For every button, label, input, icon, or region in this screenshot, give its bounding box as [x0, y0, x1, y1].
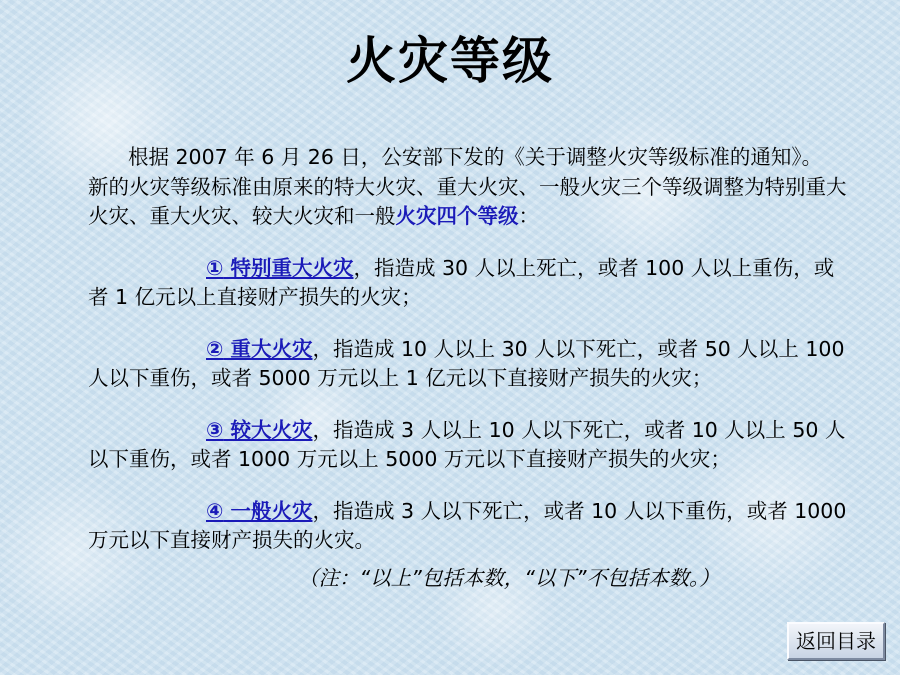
intro-emphasis: 火灾四个等级 [395, 204, 519, 228]
level-1-marker: ① [206, 255, 224, 280]
level-4-link[interactable] [206, 499, 313, 523]
level-3-link[interactable] [206, 418, 313, 442]
level-2-desc: 指造成 10 人以上 30 人以下死亡，或者 50 人以上 100 人以下重伤，或者 5000 万元以上 1 亿元以下直接财产损失的火灾； [88, 336, 845, 390]
level-2-link[interactable] [206, 337, 313, 361]
level-1-link[interactable] [206, 256, 354, 280]
level-4-name: 一般火灾 [230, 498, 313, 523]
back-to-contents-button[interactable]: 返回目录 [787, 622, 885, 660]
list-item-level-1 [88, 254, 848, 313]
slide-body [88, 143, 848, 593]
level-3-comma: ， [312, 417, 333, 442]
footnote: （注：“以上”包括本数，“以下”不包括本数。） [298, 565, 720, 590]
level-2-name: 重大火灾 [230, 336, 313, 361]
level-3-marker: ③ [206, 417, 224, 442]
intro-paragraph [88, 143, 848, 232]
level-1-comma: ， [353, 255, 374, 280]
list-item-level-4 [88, 497, 848, 556]
level-2-marker: ② [206, 336, 224, 361]
level-1-desc: 指造成 30 人以上死亡，或者 100 人以上重伤，或者 1 亿元以上直接财产损失的火灾； [88, 255, 835, 309]
level-2-comma: ， [312, 336, 333, 361]
page-title: 火灾等级 [346, 31, 554, 90]
intro-colon: ： [518, 204, 539, 228]
intro-text: 根据 2007 年 6 月 26 日，公安部下发的《关于调整火灾等级标准的通知》。 新的火灾等级标准由原来的特大火灾、重大火灾、一般火灾三个等级调整为特别重大火灾、重大火灾、较大火灾和一般 [88, 145, 847, 228]
list-item-level-3 [88, 416, 848, 475]
level-4-desc: 指造成 3 人以下死亡，或者 10 人以下重伤，或者 1000 万元以下直接财产损失的火灾。 [88, 498, 847, 552]
level-4-marker: ④ [206, 498, 224, 523]
level-3-desc: 指造成 3 人以上 10 人以下死亡，或者 10 人以上 50 人以下重伤，或者 1000 万元以上 5000 万元以下直接财产损失的火灾； [88, 417, 846, 471]
list-item-level-2 [88, 335, 848, 394]
level-1-name: 特别重大火灾 [230, 255, 354, 280]
level-4-comma: ， [312, 498, 333, 523]
level-3-name: 较大火灾 [230, 417, 313, 442]
